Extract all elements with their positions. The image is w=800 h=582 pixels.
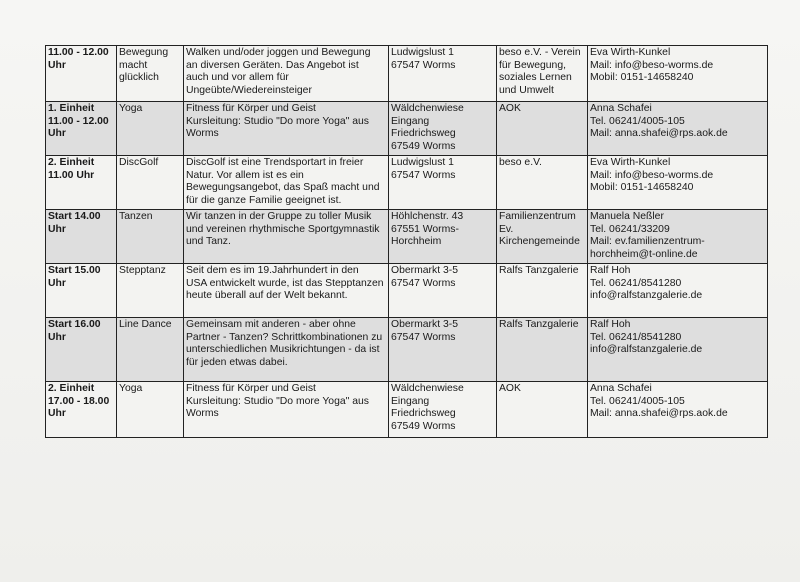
activity-cell	[117, 46, 184, 102]
activity-line: glücklich	[119, 72, 159, 84]
contact-line: info@ralfstanzgalerie.de	[590, 290, 703, 302]
organizer-line: Ev.	[499, 223, 514, 235]
time-cell	[46, 156, 117, 210]
location-line: Ludwigslust 1	[391, 47, 454, 58]
contact-line: Tel. 06241/8541280	[590, 331, 682, 343]
time-line: Uhr	[48, 128, 66, 140]
description-line: Fitness für Körper und Geist	[186, 103, 316, 114]
description-line: und vereinen rhythmische Sportgymnastik	[186, 223, 380, 235]
description-cell	[184, 102, 389, 156]
time-line: Start 16.00	[48, 319, 101, 330]
contact-line: Tel. 06241/4005-105	[590, 115, 685, 127]
description-line: auch und vor allem für	[186, 72, 289, 84]
description-line: Walken und/oder joggen und Bewegung	[186, 47, 371, 58]
table-row	[46, 210, 768, 264]
contact-line: Mail: info@beso-worms.de	[590, 59, 714, 71]
location-line: 67547 Worms	[391, 59, 456, 71]
location-line: 67547 Worms	[391, 169, 456, 181]
organizer-cell	[497, 46, 588, 102]
contact-line: info@ralfstanzgalerie.de	[590, 344, 703, 356]
contact-line: Manuela Neßler	[590, 211, 664, 222]
time-line: 2. Einheit	[48, 383, 95, 394]
time-cell	[46, 102, 117, 156]
schedule-table	[45, 45, 768, 438]
location-line: Eingang	[391, 115, 430, 127]
organizer-cell	[497, 210, 588, 264]
description-line: Wir tanzen in der Gruppe zu toller Musik	[186, 211, 372, 222]
activity-line: Stepptanz	[119, 265, 166, 276]
organizer-line: soziales Lernen	[499, 72, 572, 84]
time-line: Uhr	[48, 59, 66, 71]
activity-cell	[117, 156, 184, 210]
description-line: heute überall auf der Welt bekannt.	[186, 290, 348, 302]
description-line: Worms	[186, 128, 219, 140]
contact-line: Mail: anna.shafei@rps.aok.de	[590, 128, 728, 140]
description-line: Kursleitung: Studio "Do more Yoga" aus	[186, 395, 369, 407]
contact-line: Eva Wirth-Kunkel	[590, 47, 671, 58]
time-line: 2. Einheit	[48, 157, 95, 168]
table-row	[46, 46, 768, 102]
contact-cell	[588, 156, 768, 210]
contact-cell	[588, 318, 768, 382]
activity-line: Bewegung	[119, 47, 169, 58]
description-line: Bewegungsangebot, das Spaß macht und	[186, 182, 380, 194]
organizer-line: Familienzentrum	[499, 211, 576, 222]
time-line: Uhr	[48, 331, 66, 343]
contact-cell	[588, 264, 768, 318]
contact-line: Mail: anna.shafei@rps.aok.de	[590, 408, 728, 420]
organizer-cell	[497, 102, 588, 156]
time-line: Start 14.00	[48, 211, 101, 222]
time-cell	[46, 46, 117, 102]
table-row	[46, 102, 768, 156]
organizer-line: und Umwelt	[499, 84, 554, 96]
location-line: 67551 Worms-	[391, 223, 459, 235]
location-cell	[389, 264, 497, 318]
organizer-line: Ralfs Tanzgalerie	[499, 265, 579, 276]
time-cell	[46, 210, 117, 264]
table-row	[46, 264, 768, 318]
contact-line: horchheim@t-online.de	[590, 248, 698, 260]
location-line: Obermarkt 3-5	[391, 265, 458, 276]
table-row	[46, 382, 768, 438]
organizer-line: Ralfs Tanzgalerie	[499, 319, 579, 330]
contact-line: Mail: ev.familienzentrum-	[590, 236, 705, 248]
time-line: 11.00 Uhr	[48, 169, 95, 181]
location-line: Obermarkt 3-5	[391, 319, 458, 330]
description-cell	[184, 318, 389, 382]
contact-cell	[588, 210, 768, 264]
location-cell	[389, 210, 497, 264]
description-cell	[184, 210, 389, 264]
contact-line: Tel. 06241/4005-105	[590, 395, 685, 407]
activity-line: Yoga	[119, 383, 143, 394]
location-cell	[389, 46, 497, 102]
organizer-cell	[497, 156, 588, 210]
location-line: Wäldchenwiese	[391, 383, 464, 394]
activity-cell	[117, 210, 184, 264]
description-cell	[184, 382, 389, 438]
location-line: 67549 Worms	[391, 420, 456, 432]
location-line: Ludwigslust 1	[391, 157, 454, 168]
description-line: Partner - Tanzen? Schrittkombinationen zu	[186, 331, 383, 343]
description-line: unterschiedlichen Musikrichtungen - da ist	[186, 344, 380, 356]
organizer-cell	[497, 264, 588, 318]
contact-line: Anna Schafei	[590, 383, 652, 394]
description-line: Natur. Vor allem ist es ein	[186, 169, 304, 181]
table-row	[46, 156, 768, 210]
description-line: für jeden etwas dabei.	[186, 356, 288, 368]
organizer-line: AOK	[499, 383, 521, 394]
description-line: Worms	[186, 408, 219, 420]
contact-line: Mail: info@beso-worms.de	[590, 169, 714, 181]
description-cell	[184, 46, 389, 102]
activity-cell	[117, 102, 184, 156]
location-line: Höhlchenstr. 43	[391, 211, 464, 222]
time-line: Uhr	[48, 408, 66, 420]
organizer-line: Kirchengemeinde	[499, 236, 580, 248]
location-cell	[389, 382, 497, 438]
contact-line: Tel. 06241/8541280	[590, 277, 682, 289]
time-line: 1. Einheit	[48, 103, 95, 114]
description-line: und Tanz.	[186, 236, 231, 248]
description-line: DiscGolf ist eine Trendsportart in freier	[186, 157, 364, 168]
time-cell	[46, 382, 117, 438]
activity-line: DiscGolf	[119, 157, 159, 168]
description-line: Seit dem es im 19.Jahrhundert in den	[186, 265, 359, 276]
table-row	[46, 318, 768, 382]
activity-cell	[117, 318, 184, 382]
location-line: Eingang	[391, 395, 430, 407]
organizer-line: für Bewegung,	[499, 59, 567, 71]
location-cell	[389, 318, 497, 382]
time-line: 11.00 - 12.00	[48, 47, 109, 58]
organizer-cell	[497, 382, 588, 438]
description-cell	[184, 156, 389, 210]
contact-line: Mobil: 0151-14658240	[590, 72, 694, 84]
description-line: Fitness für Körper und Geist	[186, 383, 316, 394]
contact-line: Eva Wirth-Kunkel	[590, 157, 671, 168]
description-line: Ungeübte/Wiedereinsteiger	[186, 84, 312, 96]
contact-line: Ralf Hoh	[590, 319, 631, 330]
activity-cell	[117, 382, 184, 438]
location-line: 67549 Worms	[391, 140, 456, 152]
organizer-line: beso e.V.	[499, 157, 542, 168]
time-line: 17.00 - 18.00	[48, 395, 110, 407]
contact-line: Anna Schafei	[590, 103, 652, 114]
contact-line: Tel. 06241/33209	[590, 223, 670, 235]
activity-line: Tanzen	[119, 211, 153, 222]
activity-line: Line Dance	[119, 319, 172, 330]
description-cell	[184, 264, 389, 318]
time-line: Uhr	[48, 223, 66, 235]
time-cell	[46, 264, 117, 318]
description-line: Kursleitung: Studio "Do more Yoga" aus	[186, 115, 369, 127]
location-cell	[389, 102, 497, 156]
description-line: USA entwickelt wurde, ist das Stepptanzen	[186, 277, 384, 289]
organizer-cell	[497, 318, 588, 382]
contact-cell	[588, 102, 768, 156]
location-line: Friedrichsweg	[391, 408, 456, 420]
description-line: für die ganze Familie geeignet ist.	[186, 194, 342, 206]
contact-line: Mobil: 0151-14658240	[590, 182, 694, 194]
location-cell	[389, 156, 497, 210]
activity-cell	[117, 264, 184, 318]
organizer-line: beso e.V. - Verein	[499, 47, 581, 58]
location-line: 67547 Worms	[391, 277, 456, 289]
activity-line: Yoga	[119, 103, 143, 114]
organizer-line: AOK	[499, 103, 521, 114]
contact-cell	[588, 382, 768, 438]
time-line: 11.00 - 12.00	[48, 115, 109, 127]
location-line: Friedrichsweg	[391, 128, 456, 140]
description-line: an diversen Geräten. Das Angebot ist	[186, 59, 359, 71]
contact-cell	[588, 46, 768, 102]
location-line: Horchheim	[391, 236, 442, 248]
time-line: Uhr	[48, 277, 66, 289]
contact-line: Ralf Hoh	[590, 265, 631, 276]
location-line: 67547 Worms	[391, 331, 456, 343]
activity-line: macht	[119, 59, 148, 71]
time-cell	[46, 318, 117, 382]
location-line: Wäldchenwiese	[391, 103, 464, 114]
time-line: Start 15.00	[48, 265, 101, 276]
description-line: Gemeinsam mit anderen - aber ohne	[186, 319, 356, 330]
